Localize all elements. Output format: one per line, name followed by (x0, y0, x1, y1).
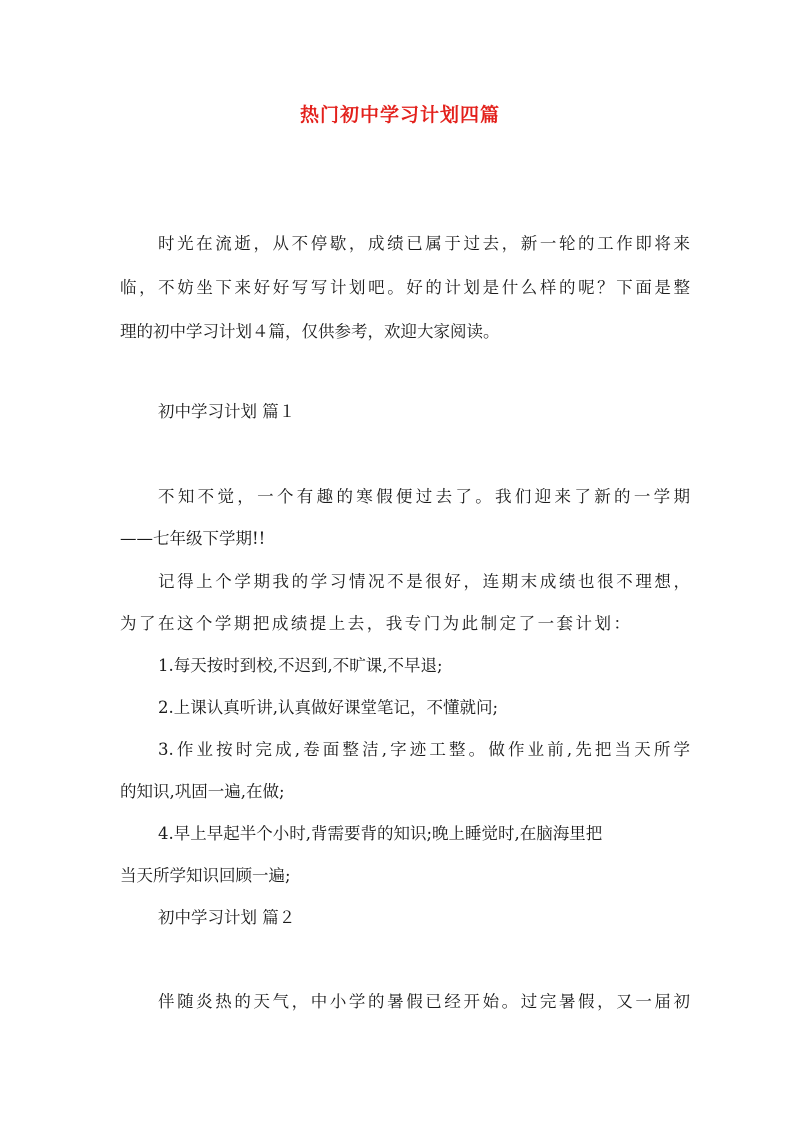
text-line: 记得上个学期我的学习情况不是很好，连期末成绩也很不理想， (158, 572, 690, 591)
text-line: 时光在流逝，从不停歇，成绩已属于过去，新一轮的工作即将来 (158, 234, 690, 253)
text-line: 伴随炎热的天气，中小学的暑假已经开始。过完暑假，又一届初 (158, 992, 690, 1011)
document-title: 热门初中学习计划四篇 (299, 104, 500, 126)
text-line: 不知不觉，一个有趣的寒假便过去了。我们迎来了新的一学期 (158, 487, 690, 506)
text-line: 的知识,巩固一遍,在做; (120, 782, 285, 801)
text-line: ——七年级下学期!! (120, 529, 266, 548)
text-line: 理的初中学习计划４篇，仅供参考，欢迎大家阅读。 (120, 322, 500, 341)
text-line: 临，不妨坐下来好好写写计划吧。好的计划是什么样的呢？下面是整 (120, 278, 690, 297)
text-line: 1.每天按时到校,不迟到,不旷课,不早退; (158, 656, 443, 675)
text-line: 当天所学知识回顾一遍; (120, 866, 291, 885)
text-line: 2.上课认真听讲,认真做好课堂笔记，不懂就问; (158, 698, 499, 717)
text-line: 为了在这个学期把成绩提上去，我专门为此制定了一套计划： (120, 614, 630, 633)
section-heading: 初中学习计划 篇１ (158, 402, 296, 421)
section-heading: 初中学习计划 篇２ (158, 908, 296, 927)
text-line: 3.作业按时完成,卷面整洁,字迹工整。做作业前,先把当天所学 (158, 740, 690, 759)
text-line: 4.早上早起半个小时,背需要背的知识;晚上睡觉时,在脑海里把 (158, 824, 603, 843)
